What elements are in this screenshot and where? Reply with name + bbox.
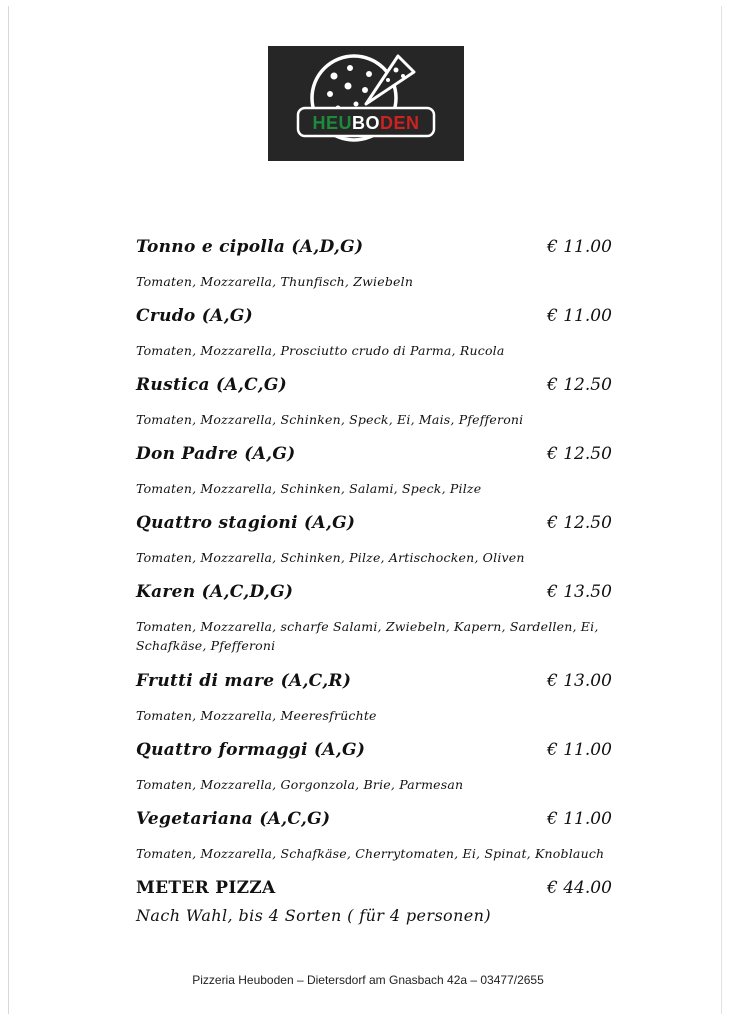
item-price: € 12.50 xyxy=(547,375,612,395)
item-name: Tonno e cipolla (A,D,G) xyxy=(136,237,364,257)
meter-pizza-price: € 44.00 xyxy=(547,878,612,898)
logo-text-heu: HEU xyxy=(312,113,352,133)
item-price: € 11.00 xyxy=(547,237,612,257)
item-name: Don Padre (A,G) xyxy=(136,444,296,464)
footer-address: Pizzeria Heuboden – Dietersdorf am Gnasbach 42a – 03477/2655 xyxy=(192,973,544,987)
item-description: Tomaten, Mozzarella, Gorgonzola, Brie, Parmesan xyxy=(136,777,464,792)
item-description: Tomaten, Mozzarella, scharfe Salami, Zwiebeln, Kapern, Sardellen, Ei, Schafkäse, Pfefferoni xyxy=(136,619,599,653)
item-name: Crudo (A,G) xyxy=(136,306,254,326)
pizza-logo-icon xyxy=(268,46,464,161)
item-price: € 12.50 xyxy=(547,513,612,533)
item-description: Tomaten, Mozzarella, Schafkäse, Cherrytomaten, Ei, Spinat, Knoblauch xyxy=(136,846,605,861)
item-price: € 13.50 xyxy=(547,582,612,602)
item-name: Quattro stagioni (A,G) xyxy=(136,513,356,533)
heuboden-logo xyxy=(268,46,464,161)
item-description: Tomaten, Mozzarella, Thunfisch, Zwiebeln xyxy=(136,274,414,289)
item-description: Tomaten, Mozzarella, Schinken, Speck, Ei, Mais, Pfefferoni xyxy=(136,412,524,427)
item-description: Tomaten, Mozzarella, Meeresfrüchte xyxy=(136,708,377,723)
item-price: € 12.50 xyxy=(547,444,612,464)
logo-text-den: DEN xyxy=(380,113,420,133)
item-price: € 11.00 xyxy=(547,740,612,760)
meter-pizza-description: Nach Wahl, bis 4 Sorten ( für 4 personen) xyxy=(136,906,492,925)
item-name: Karen (A,C,D,G) xyxy=(136,582,294,602)
item-price: € 11.00 xyxy=(547,306,612,326)
item-name: Rustica (A,C,G) xyxy=(136,375,288,395)
logo-text-bo: BO xyxy=(352,113,380,133)
svg-text:HEUBODEN xyxy=(312,113,419,133)
item-price: € 11.00 xyxy=(547,809,612,829)
item-description: Tomaten, Mozzarella, Schinken, Pilze, Artischocken, Oliven xyxy=(136,550,525,565)
item-description: Tomaten, Mozzarella, Prosciutto crudo di Parma, Rucola xyxy=(136,343,505,358)
item-name: Vegetariana (A,C,G) xyxy=(136,809,331,829)
item-price: € 13.00 xyxy=(547,671,612,691)
item-name: Frutti di mare (A,C,R) xyxy=(136,671,352,691)
item-name: Quattro formaggi (A,G) xyxy=(136,740,366,760)
meter-pizza-name: METER PIZZA xyxy=(136,878,276,898)
item-description: Tomaten, Mozzarella, Schinken, Salami, Speck, Pilze xyxy=(136,481,482,496)
